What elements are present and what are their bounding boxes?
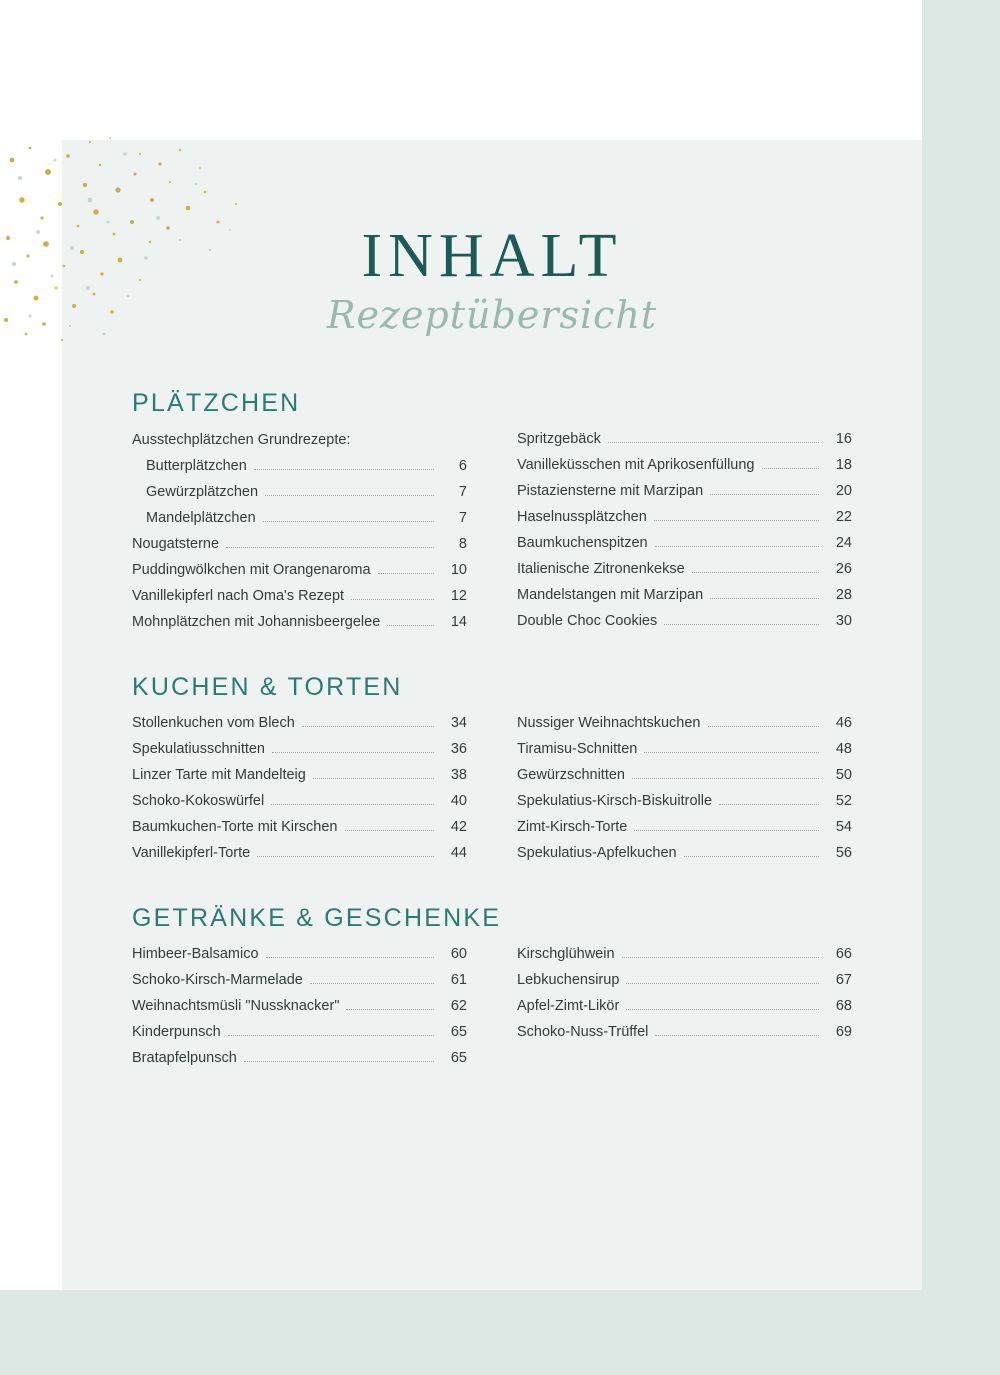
toc-column-right — [517, 947, 852, 1077]
toc-entry-label: Stollenkuchen vom Blech — [132, 715, 295, 731]
toc-entry[interactable] — [517, 510, 852, 525]
toc-leader-dots — [266, 957, 434, 958]
toc-entry-label: Tiramisu-Schnitten — [517, 741, 638, 757]
toc-entry-label: Weihnachtsmüsli "Nussknacker" — [132, 998, 340, 1014]
toc-entry[interactable] — [517, 1025, 852, 1040]
toc-entry[interactable] — [517, 742, 852, 757]
toc-entry-label: Spritzgebäck — [517, 431, 601, 447]
section-columns — [132, 947, 852, 1077]
toc-entry-page: 14 — [450, 614, 467, 630]
toc-leader-dots — [387, 625, 434, 626]
toc-entry[interactable] — [132, 947, 467, 962]
toc-entry-page: 34 — [450, 715, 467, 731]
toc-leader-dots — [271, 804, 434, 805]
title-block — [62, 140, 922, 337]
toc-leader-dots — [257, 856, 434, 857]
toc-entry-page: 68 — [835, 998, 852, 1014]
toc-entry[interactable] — [132, 846, 467, 861]
toc-entry-label: Vanillekipferl-Torte — [132, 845, 251, 861]
toc-entry-label: Mandelplätzchen — [146, 510, 256, 526]
toc-entry-page: 7 — [458, 510, 467, 526]
section-columns — [132, 716, 852, 872]
toc-leader-dots — [263, 521, 434, 522]
toc-entry[interactable] — [132, 768, 467, 783]
toc-group-label: Ausstechplätzchen Grundrezepte: — [132, 432, 351, 448]
toc-entry-label: Baumkuchenspitzen — [517, 535, 648, 551]
toc-entry[interactable] — [132, 485, 467, 500]
toc-leader-dots — [351, 599, 434, 600]
toc-entry[interactable] — [517, 484, 852, 499]
toc-leader-dots — [632, 778, 819, 779]
toc-entry-page: 36 — [450, 741, 467, 757]
toc-entry-page: 16 — [835, 431, 852, 447]
toc-entry-label: Nougatsterne — [132, 536, 220, 552]
decorative-band-right — [922, 0, 1000, 1375]
toc-column-right — [517, 716, 852, 872]
toc-entry[interactable] — [517, 536, 852, 551]
toc-leader-dots — [762, 468, 819, 469]
toc-entry[interactable] — [517, 562, 852, 577]
toc-entry-label: Schoko-Kirsch-Marmelade — [132, 972, 303, 988]
toc-entry[interactable] — [132, 563, 467, 578]
toc-leader-dots — [692, 572, 819, 573]
toc-entry[interactable] — [517, 768, 852, 783]
toc-entry-page: 65 — [450, 1050, 467, 1066]
toc-leader-dots — [346, 1009, 434, 1010]
page-title: INHALT — [361, 222, 623, 290]
toc-entry[interactable] — [517, 614, 852, 629]
toc-leader-dots — [654, 520, 819, 521]
toc-entry-label: Haselnussplätzchen — [517, 509, 647, 525]
toc-entry-page: 20 — [835, 483, 852, 499]
toc-leader-dots — [244, 1061, 434, 1062]
toc-entry-label: Spekulatius-Apfelkuchen — [517, 845, 677, 861]
toc-section — [132, 673, 852, 872]
toc-entry[interactable] — [517, 973, 852, 988]
toc-column-left — [132, 716, 467, 872]
toc-leader-dots — [664, 624, 819, 625]
toc-leader-dots — [708, 726, 820, 727]
toc-content — [62, 140, 922, 1290]
toc-entry[interactable] — [132, 742, 467, 757]
toc-leader-dots — [228, 1035, 434, 1036]
toc-entry-page: 61 — [450, 972, 467, 988]
toc-entry[interactable] — [517, 846, 852, 861]
toc-entry[interactable] — [132, 1025, 467, 1040]
toc-entry-label: Vanilleküsschen mit Aprikosenfüllung — [517, 457, 755, 473]
toc-entry-page: 28 — [835, 587, 852, 603]
toc-entry-page: 46 — [835, 715, 852, 731]
toc-entry-label: Bratapfelpunsch — [132, 1050, 237, 1066]
toc-entry-page: 8 — [458, 536, 467, 552]
section-title: KUCHEN & TORTEN — [132, 673, 403, 701]
toc-column-left — [132, 947, 467, 1077]
toc-entry-page: 42 — [450, 819, 467, 835]
toc-leader-dots — [254, 469, 434, 470]
toc-leader-dots — [265, 495, 434, 496]
toc-entry-label: Gewürzplätzchen — [146, 484, 259, 500]
toc-leader-dots — [634, 830, 819, 831]
toc-entry[interactable] — [517, 458, 852, 473]
toc-leader-dots — [644, 752, 819, 753]
toc-entry[interactable] — [132, 615, 467, 630]
toc-sections — [62, 337, 922, 1077]
toc-leader-dots — [272, 752, 434, 753]
toc-leader-dots — [710, 494, 819, 495]
toc-entry-page: 69 — [835, 1024, 852, 1040]
toc-leader-dots — [313, 778, 434, 779]
toc-entry-page: 18 — [835, 457, 852, 473]
decorative-band-bottom — [0, 1290, 1000, 1375]
toc-leader-dots — [655, 1035, 819, 1036]
toc-leader-dots — [626, 983, 819, 984]
section-title: GETRÄNKE & GESCHENKE — [132, 904, 502, 932]
toc-entry-label: Spekulatius-Kirsch-Biskuitrolle — [517, 793, 713, 809]
toc-entry[interactable] — [517, 432, 852, 447]
toc-entry-page: 67 — [835, 972, 852, 988]
toc-entry[interactable] — [517, 999, 852, 1014]
toc-entry-label: Gewürzschnitten — [517, 767, 625, 783]
toc-entry-label: Pistaziensterne mit Marzipan — [517, 483, 704, 499]
toc-entry-label: Schoko-Nuss-Trüffel — [517, 1024, 649, 1040]
toc-leader-dots — [310, 983, 434, 984]
toc-entry-label: Baumkuchen-Torte mit Kirschen — [132, 819, 338, 835]
toc-section — [132, 904, 852, 1077]
page-subtitle: Rezeptübersicht — [326, 293, 658, 337]
toc-entry[interactable] — [132, 589, 467, 604]
toc-entry[interactable] — [132, 716, 467, 731]
toc-entry[interactable] — [517, 947, 852, 962]
toc-entry-page: 48 — [835, 741, 852, 757]
toc-leader-dots — [378, 573, 434, 574]
toc-entry-label: Linzer Tarte mit Mandelteig — [132, 767, 306, 783]
toc-entry-page: 50 — [835, 767, 852, 783]
toc-section — [132, 389, 852, 641]
toc-entry-label: Schoko-Kokoswürfel — [132, 793, 265, 809]
toc-leader-dots — [608, 442, 819, 443]
toc-entry-label: Lebkuchensirup — [517, 972, 620, 988]
toc-leader-dots — [684, 856, 819, 857]
toc-column-right — [517, 432, 852, 641]
toc-entry[interactable] — [132, 999, 467, 1014]
toc-entry-label: Butterplätzchen — [146, 458, 247, 474]
toc-entry-page: 30 — [835, 613, 852, 629]
toc-entry-page: 65 — [450, 1024, 467, 1040]
toc-leader-dots — [302, 726, 434, 727]
toc-leader-dots — [710, 598, 819, 599]
toc-entry-label: Apfel-Zimt-Likör — [517, 998, 620, 1014]
toc-entry-label: Zimt-Kirsch-Torte — [517, 819, 628, 835]
toc-entry-page: 60 — [450, 946, 467, 962]
toc-entry-label: Italienische Zitronenkekse — [517, 561, 685, 577]
section-columns — [132, 432, 852, 641]
toc-entry[interactable] — [132, 511, 467, 526]
toc-entry[interactable] — [132, 794, 467, 809]
toc-entry-page: 66 — [835, 946, 852, 962]
toc-entry[interactable] — [517, 820, 852, 835]
toc-entry-page: 6 — [458, 458, 467, 474]
toc-entry-label: Nussiger Weihnachtskuchen — [517, 715, 701, 731]
toc-entry[interactable] — [132, 1051, 467, 1066]
toc-entry-page: 40 — [450, 793, 467, 809]
toc-entry-page: 7 — [458, 484, 467, 500]
toc-entry-page: 10 — [450, 562, 467, 578]
toc-entry-page: 52 — [835, 793, 852, 809]
toc-entry-label: Spekulatiusschnitten — [132, 741, 265, 757]
toc-leader-dots — [626, 1009, 819, 1010]
toc-entry[interactable] — [132, 459, 467, 474]
section-title: PLÄTZCHEN — [132, 389, 301, 417]
toc-leader-dots — [345, 830, 435, 831]
toc-entry-label: Himbeer-Balsamico — [132, 946, 259, 962]
toc-leader-dots — [719, 804, 819, 805]
toc-entry-label: Mohnplätzchen mit Johannisbeergelee — [132, 614, 381, 630]
toc-entry[interactable] — [132, 820, 467, 835]
toc-entry-page: 54 — [835, 819, 852, 835]
toc-entry-page: 56 — [835, 845, 852, 861]
toc-column-left — [132, 432, 467, 641]
toc-leader-dots — [655, 546, 819, 547]
toc-entry-label: Mandelstangen mit Marzipan — [517, 587, 704, 603]
toc-entry-label: Puddingwölkchen mit Orangenaroma — [132, 562, 371, 578]
toc-entry-label: Vanillekipferl nach Oma's Rezept — [132, 588, 345, 604]
toc-entry[interactable] — [517, 794, 852, 809]
toc-entry[interactable] — [132, 973, 467, 988]
toc-entry-label: Double Choc Cookies — [517, 613, 658, 629]
toc-entry-label: Kinderpunsch — [132, 1024, 221, 1040]
toc-entry[interactable] — [517, 716, 852, 731]
toc-entry-page: 24 — [835, 535, 852, 551]
toc-entry-page: 12 — [450, 588, 467, 604]
toc-entry-page: 38 — [450, 767, 467, 783]
toc-entry-page: 62 — [450, 998, 467, 1014]
toc-entry-label: Kirschglühwein — [517, 946, 615, 962]
toc-leader-dots — [226, 547, 434, 548]
toc-entry-page: 44 — [450, 845, 467, 861]
toc-entry-page: 22 — [835, 509, 852, 525]
toc-entry[interactable] — [132, 537, 467, 552]
toc-entry[interactable] — [517, 588, 852, 603]
toc-leader-dots — [622, 957, 819, 958]
toc-entry-page: 26 — [835, 561, 852, 577]
